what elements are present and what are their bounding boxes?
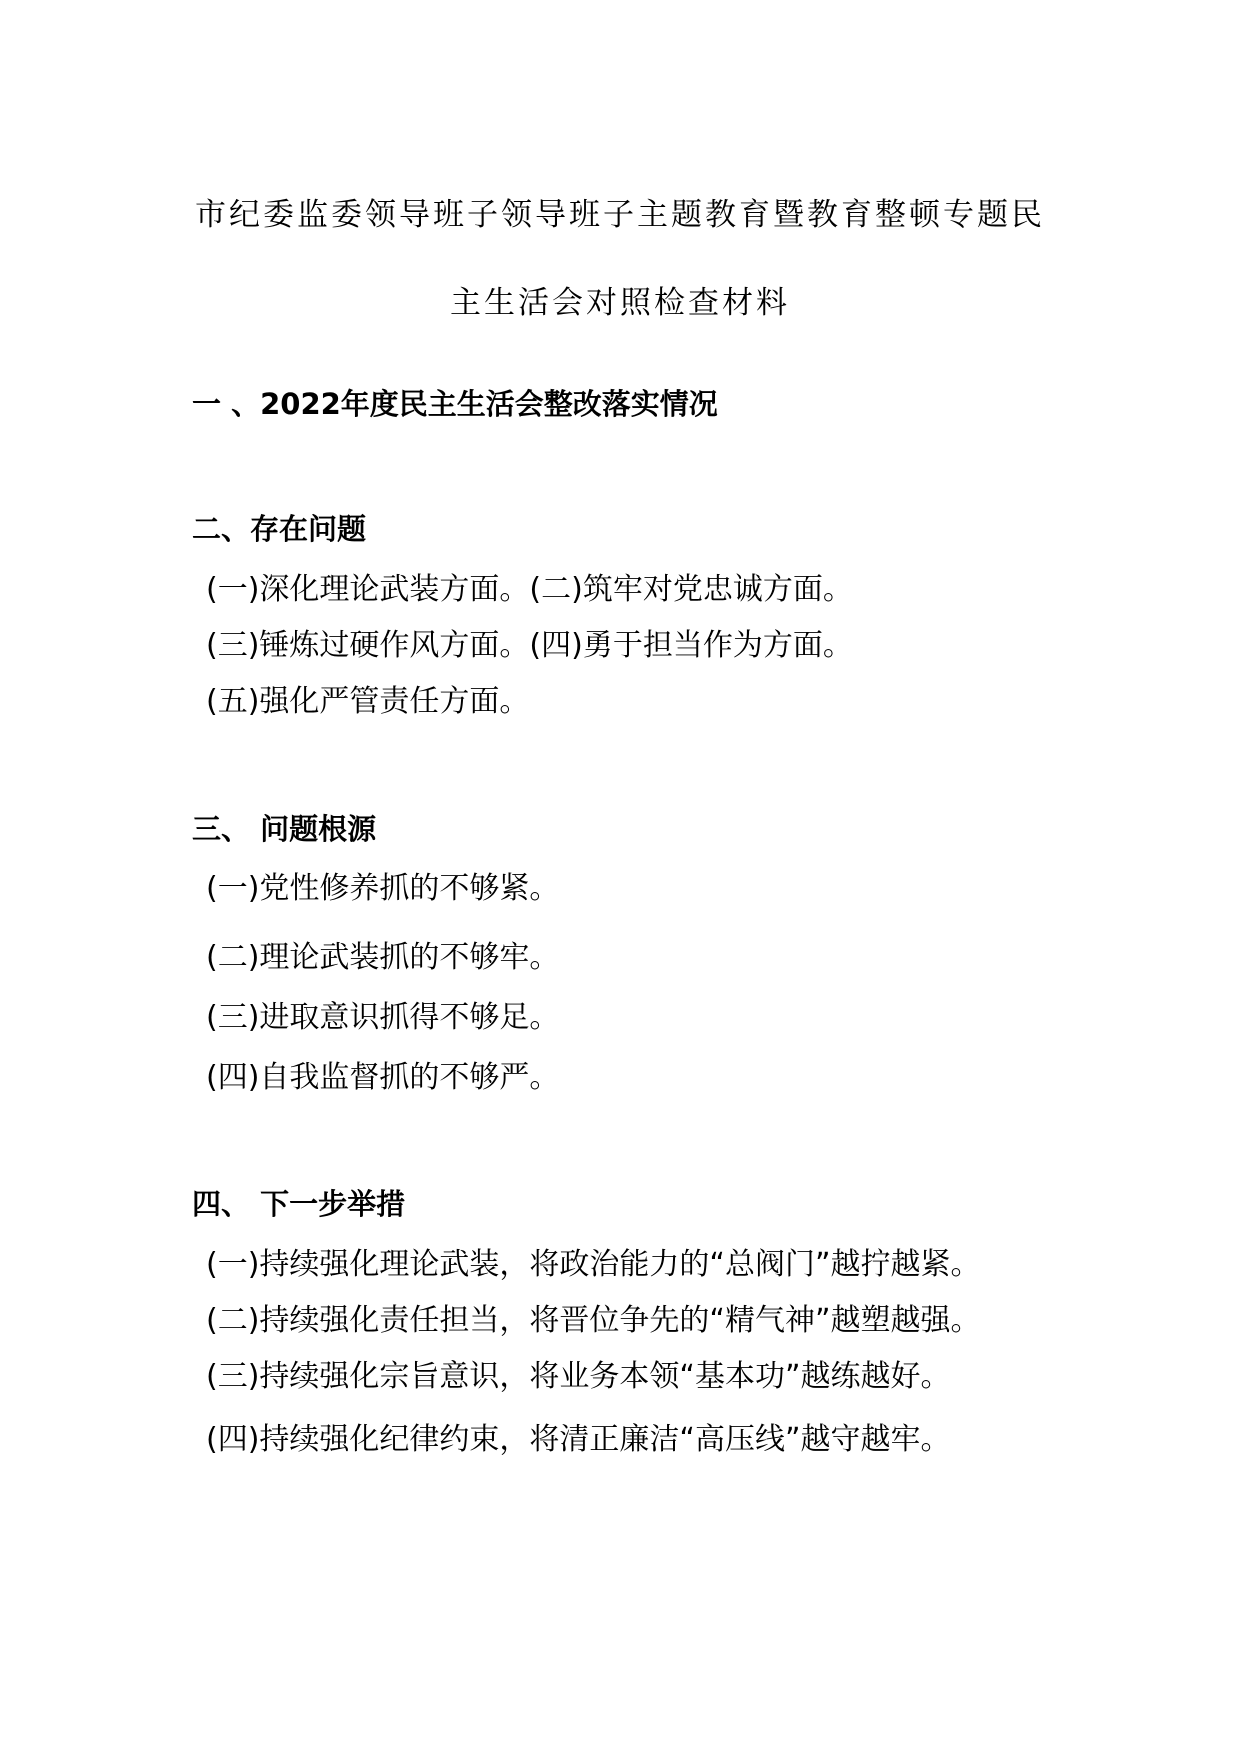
next-step-item: (三)持续强化宗旨意识，将业务本领“基本功”越练越好。 [206,1359,951,1394]
problem-item: (一)深化理论武装方面。(二)筑牢对党忠诚方面。 [206,572,853,607]
section-heading-root-causes: 三、 问题根源 [192,812,377,846]
root-cause-item: (三)进取意识抓得不够足。 [206,1000,560,1035]
section-heading-rectification: 一 、2022年度民主生活会整改落实情况 [192,387,718,421]
document-title-line-2: 主生活会对照检查材料 [450,285,790,321]
root-cause-item: (一)党性修养抓的不够紧。 [206,871,560,906]
section-heading-next-steps: 四、 下一步举措 [192,1187,406,1221]
next-step-item: (二)持续强化责任担当，将晋位争先的“精气神”越塑越强。 [206,1303,981,1338]
next-step-item: (一)持续强化理论武装，将政治能力的“总阀门”越拧越紧。 [206,1247,981,1282]
problem-item: (五)强化严管责任方面。 [206,684,530,719]
next-step-item: (四)持续强化纪律约束，将清正廉洁“高压线”越守越牢。 [206,1422,951,1457]
root-cause-item: (二)理论武装抓的不够牢。 [206,940,560,975]
document-title-line-1: 市纪委监委领导班子领导班子主题教育暨教育整顿专题民 [195,197,1045,233]
root-cause-item: (四)自我监督抓的不够严。 [206,1060,560,1095]
problem-item: (三)锤炼过硬作风方面。(四)勇于担当作为方面。 [206,628,853,663]
section-heading-problems: 二、存在问题 [192,512,367,546]
